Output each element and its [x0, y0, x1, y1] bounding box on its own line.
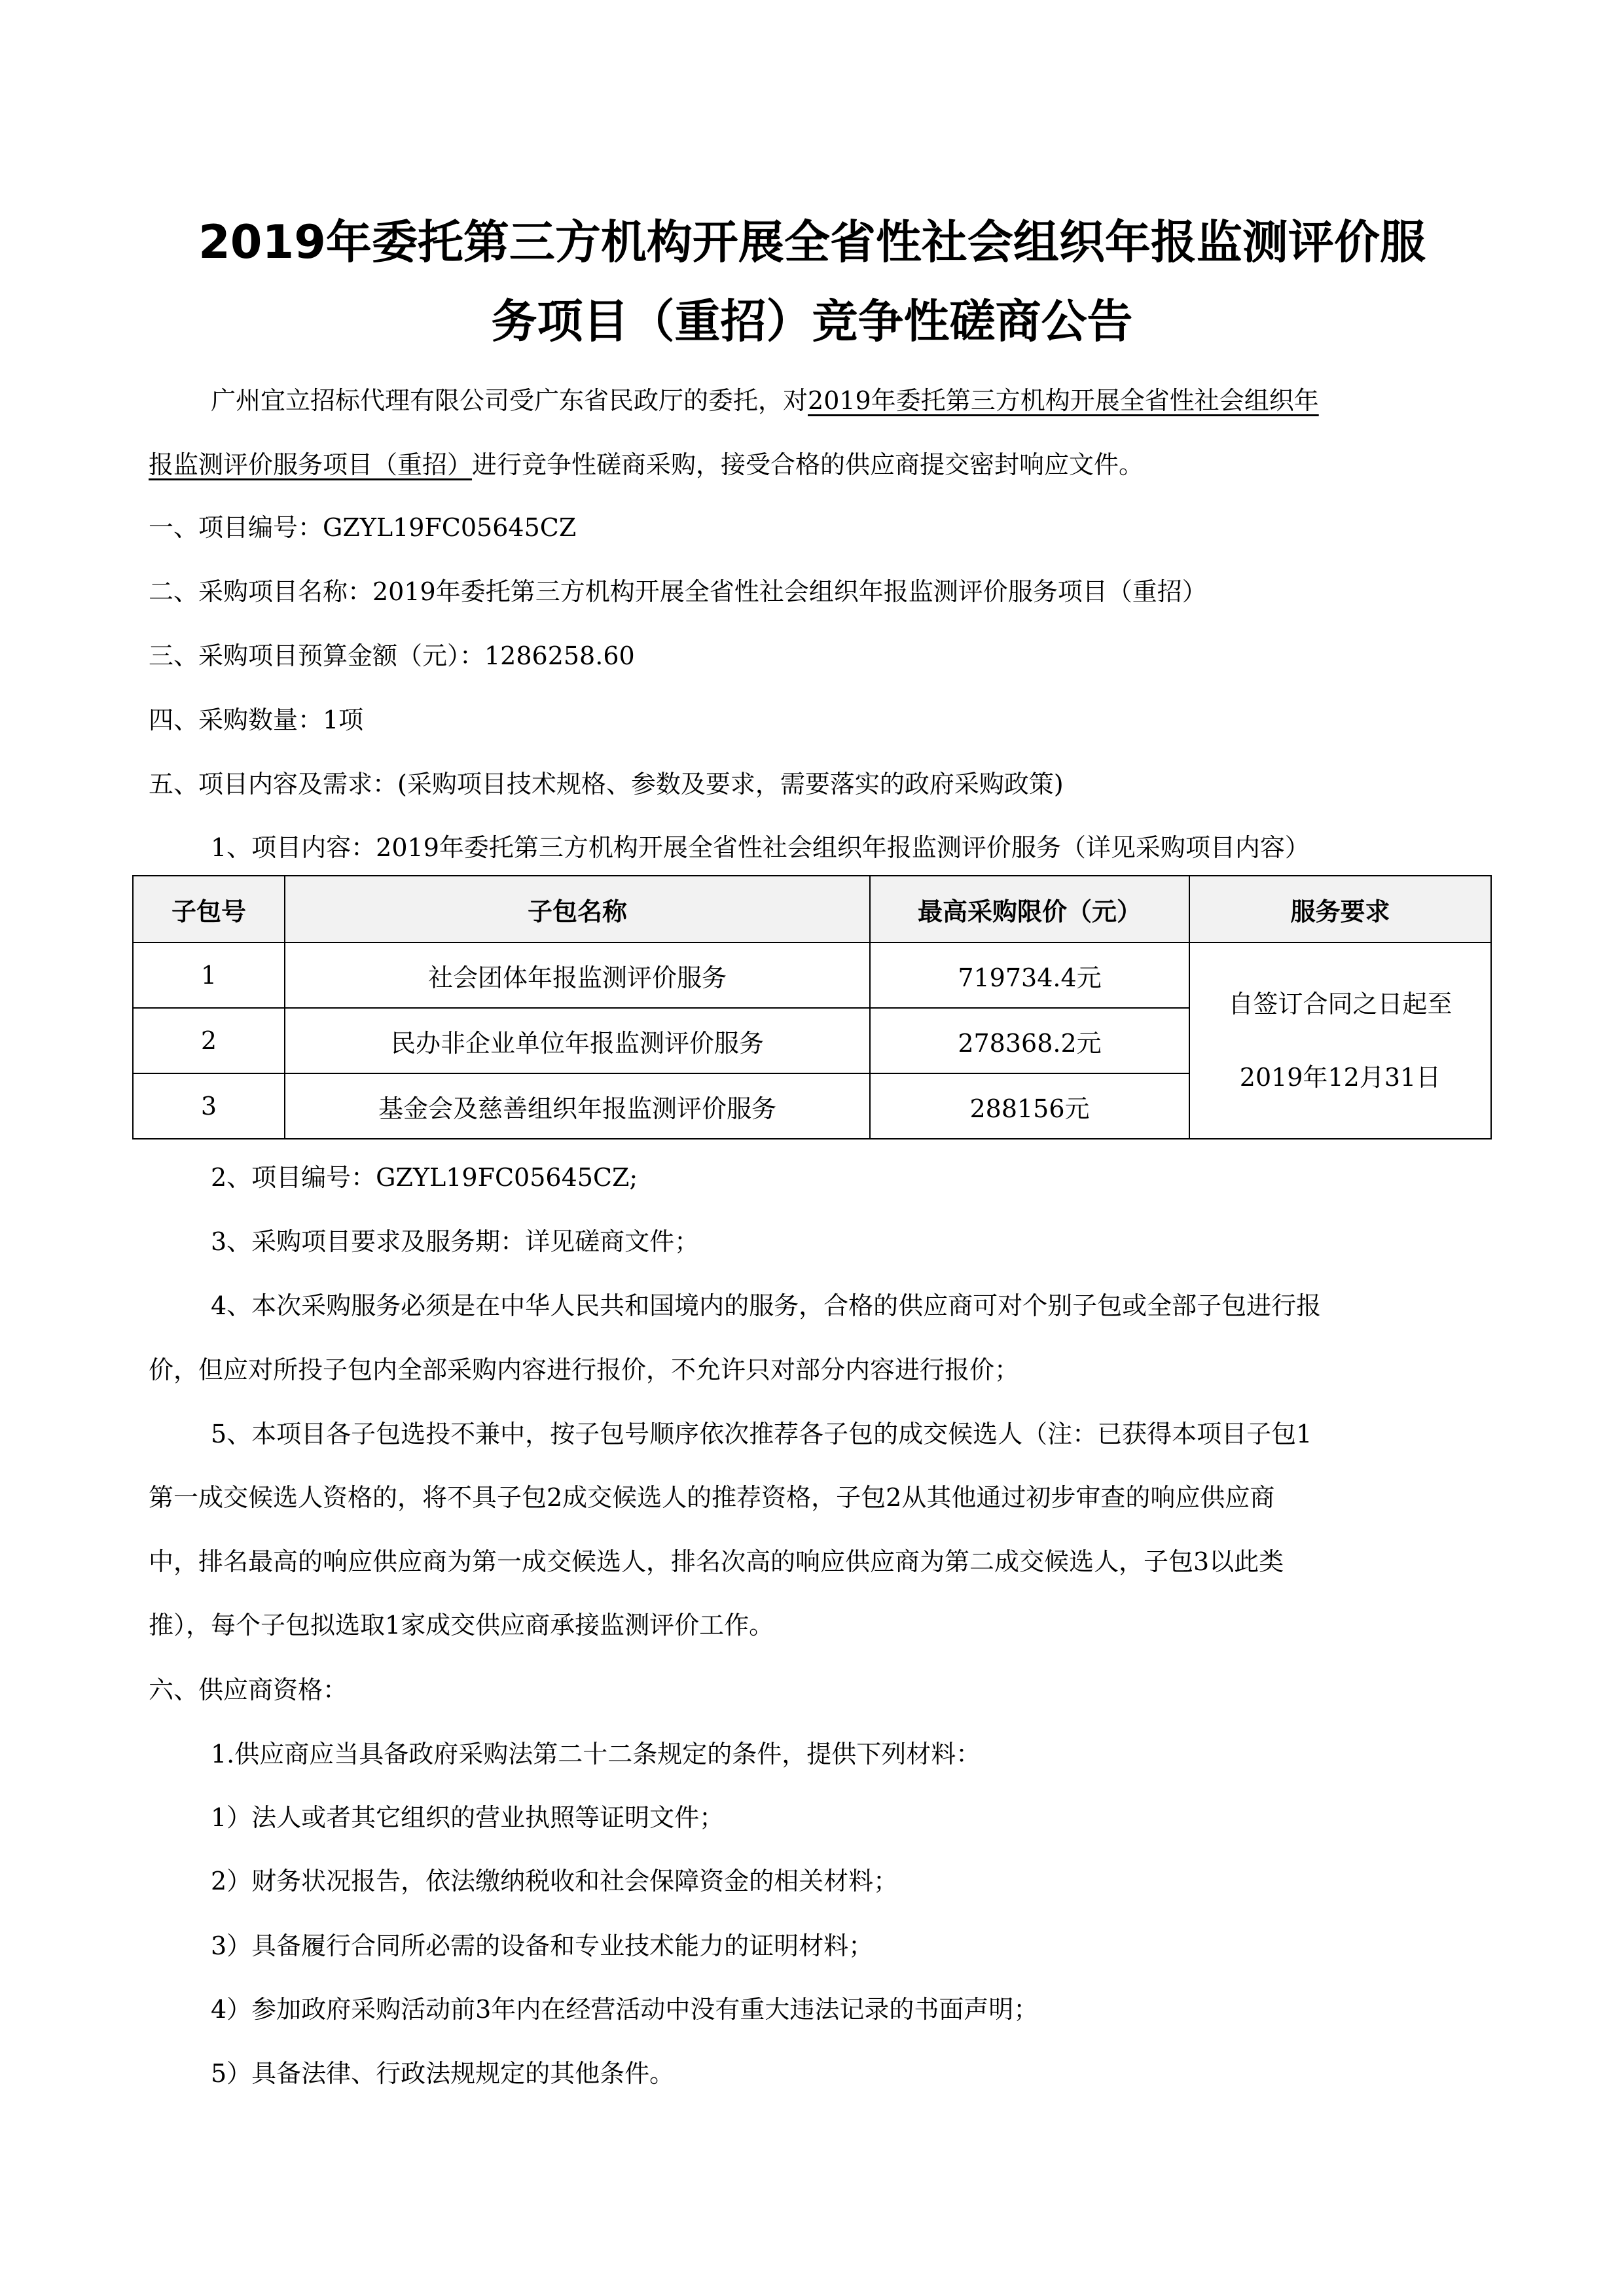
qualification-sub-4: 4）参加政府采购活动前3年内在经营活动中没有重大违法记录的书面声明；: [211, 1995, 1039, 2024]
qualification-sub-5: 5）具备法律、行政法规规定的其他条件。: [211, 2059, 675, 2088]
subpackage-table: [132, 875, 1492, 1139]
content-item-3: 3、采购项目要求及服务期：详见磋商文件；: [211, 1227, 700, 1256]
qualification-sub-2: 2）财务状况报告，依法缴纳税收和社会保障资金的相关材料；: [211, 1867, 899, 1895]
service-requirement-cell: [1189, 942, 1491, 1139]
content-and-requirements: 五、项目内容及需求：(采购项目技术规格、参数及要求，需要落实的政府采购政策): [149, 770, 1064, 798]
package-number: 1: [133, 942, 285, 1008]
package-name: 社会团体年报监测评价服务: [285, 942, 870, 1008]
intro-prefix: 广州宜立招标代理有限公司受广东省民政厅的委托，对: [211, 386, 808, 415]
qualification-sub-1: 1）法人或者其它组织的营业执照等证明文件；: [211, 1803, 725, 1832]
project-number: 一、项目编号：GZYL19FC05645CZ: [149, 513, 577, 542]
content-item-5-line-1: 5、本项目各子包选投不兼中，按子包号顺序依次推荐各子包的成交候选人（注：已获得本项目子包1: [211, 1420, 1312, 1448]
package-number: 3: [133, 1073, 285, 1139]
title-line-1: 2019年委托第三方机构开展全省性社会组织年报监测评价服: [198, 215, 1426, 269]
table-row: [133, 942, 1491, 1008]
package-price: 719734.4元: [870, 942, 1189, 1008]
service-requirement-line-1: 自签订合同之日起至: [1228, 990, 1453, 1018]
purchase-quantity: 四、采购数量：1项: [149, 706, 364, 734]
content-item-5-line-3: 中，排名最高的响应供应商为第一成交候选人，排名次高的响应供应商为第二成交候选人，子包3以此类: [149, 1547, 1284, 1576]
header-package-name: 子包名称: [285, 876, 870, 942]
project-name: 二、采购项目名称：2019年委托第三方机构开展全省性社会组织年报监测评价服务项目（重招）: [149, 577, 1207, 606]
project-budget: 三、采购项目预算金额（元）：1286258.60: [149, 641, 635, 670]
content-item-5-line-2: 第一成交候选人资格的，将不具子包2成交候选人的推荐资格，子包2从其他通过初步审查的响应供应商: [149, 1483, 1275, 1512]
service-requirement-line-2: 2019年12月31日: [1239, 1063, 1441, 1092]
header-max-price: 最高采购限价（元）: [870, 876, 1189, 942]
package-price: 288156元: [870, 1073, 1189, 1139]
content-item-5-line-4: 推），每个子包拟选取1家成交供应商承接监测评价工作。: [149, 1611, 774, 1640]
intro-line-2: [149, 452, 1144, 477]
intro-line-1: [211, 388, 1319, 413]
content-item-4-line-2: 价，但应对所投子包内全部采购内容进行报价，不允许只对部分内容进行报价；: [149, 1355, 1020, 1384]
header-package-number: 子包号: [133, 876, 285, 942]
content-item-4-line-1: 4、本次采购服务必须是在中华人民共和国境内的服务，合格的供应商可对个别子包或全部子包进行报: [211, 1291, 1322, 1320]
header-service-requirement: 服务要求: [1189, 876, 1491, 942]
intro-suffix: 进行竞争性磋商采购，接受合格的供应商提交密封响应文件。: [472, 450, 1144, 479]
table-header-row: [133, 876, 1491, 942]
intro-project-name-part-2: 报监测评价服务项目（重招）: [149, 450, 473, 479]
package-name: 基金会及慈善组织年报监测评价服务: [285, 1073, 870, 1139]
package-name: 民办非企业单位年报监测评价服务: [285, 1008, 870, 1073]
qualification-heading: 六、供应商资格：: [149, 1676, 348, 1704]
intro-project-name-part-1: 2019年委托第三方机构开展全省性社会组织年: [808, 386, 1319, 415]
content-item-1: 1、项目内容：2019年委托第三方机构开展全省性社会组织年报监测评价服务（详见采购项目内容）: [211, 833, 1310, 862]
content-item-2: 2、项目编号：GZYL19FC05645CZ;: [211, 1163, 638, 1192]
package-price: 278368.2元: [870, 1008, 1189, 1073]
title-line-2: 务项目（重招）竞争性磋商公告: [491, 295, 1133, 348]
package-number: 2: [133, 1008, 285, 1073]
qualification-sub-3: 3）具备履行合同所必需的设备和专业技术能力的证明材料；: [211, 1931, 874, 1960]
qualification-item-1: 1.供应商应当具备政府采购法第二十二条规定的条件，提供下列材料：: [211, 1740, 981, 1768]
